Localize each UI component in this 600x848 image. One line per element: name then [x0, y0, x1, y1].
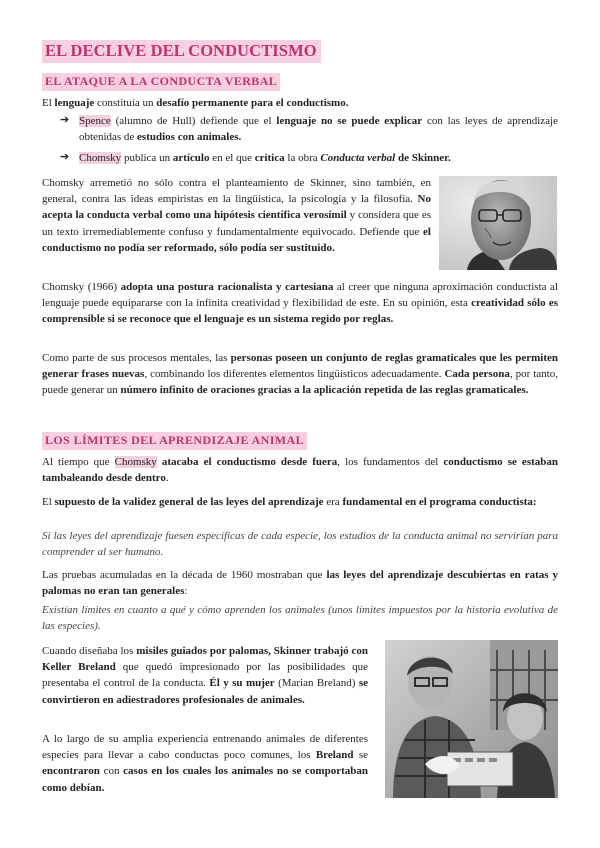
spence-name: Spence: [79, 115, 111, 127]
inside-outside-paragraph: [42, 454, 558, 486]
p3-text-0: Como parte de sus procesos mentales, las: [42, 352, 231, 364]
bullet-spence: [79, 113, 558, 145]
p3-text-1: personas poseen un conjunto de reglas gramaticales que les permiten generar frases nuevas: [42, 352, 558, 381]
bullet1-text-2: lenguaje no se puede explicar: [276, 115, 423, 127]
chomsky-highlight: Chomsky: [114, 456, 157, 468]
s2p2-text-3: fundamental en el programa conductista:: [342, 496, 537, 508]
bullet2-text-1: publica un: [121, 152, 173, 164]
bullet-arrow-icon: ➔: [60, 151, 70, 163]
s2p1-text-0: Al tiempo que: [42, 456, 115, 468]
chomsky-portrait-svg: [439, 176, 557, 270]
breland-couple-photo: [385, 640, 558, 798]
bullet2-text-7: de Skinner.: [395, 152, 451, 164]
intro-text-1: lenguaje: [54, 97, 95, 109]
supuesto-paragraph: [42, 494, 558, 510]
breland-couple-photo-svg: [385, 640, 558, 798]
p1-text-3: el conductismo no podía ser reformado, sólo podía ser sustituido.: [42, 225, 431, 254]
bullet-arrow-icon: ➔: [60, 114, 70, 126]
p3-text-3: Cada persona: [444, 368, 510, 381]
p3-text-4: , por tanto, puede generar un: [42, 368, 558, 397]
bullet2-text-3: en el que: [209, 152, 255, 164]
chomsky-1966-paragraph: [42, 279, 558, 328]
page-title: EL DECLIVE DEL CONDUCTISMO: [42, 40, 321, 63]
s2p5-text-2: se: [353, 749, 368, 762]
s2p1-text-5: conductismo se estaban tambaleando desde dentro: [42, 456, 558, 485]
bullet-chomsky: [79, 150, 558, 166]
chomsky-paragraph: [42, 175, 431, 256]
s2p2-text-0: El: [42, 496, 55, 508]
grammar-paragraph: [42, 350, 558, 399]
evidence-paragraph: [42, 567, 558, 599]
chomsky-portrait: [439, 176, 557, 270]
p2-text-3: creatividad sólo es comprensible si se reconoce que el lenguaje es un sistema regido por reglas.: [42, 297, 558, 326]
species-quote: Si las leyes del aprendizaje fuesen específicas de cada especie, los estudios de la conducta animal no servirían para comprender al ser humano.: [42, 530, 558, 559]
breland-paragraph: [42, 643, 368, 708]
bullet2-text-5: la obra: [284, 152, 321, 164]
s2p5-text-3: encontraron: [42, 765, 100, 778]
intro-paragraph: [42, 95, 562, 111]
s2p1-text-3: atacaba el conductismo desde fuera: [161, 456, 338, 468]
s2p4-text-1: misiles guiados por palomas, Skinner trabajó con Keller Breland: [42, 645, 368, 674]
p2-text-2: al creer que ninguna aproximación conductista al lenguaje puede equipararse con la infinita creatividad y flexibilidad de este. En su opinión, esta: [42, 281, 558, 310]
p1-text-1: No acepta la conducta verbal como una hipótesis científica verosímil: [42, 193, 431, 222]
s2p4-text-5: se convirtieron en adiestradores profesionales de animales.: [42, 677, 368, 706]
s2p3-text-1: las leyes del aprendizaje descubiertas en ratas y palomas no eran tan generales: [42, 569, 558, 598]
intro-text-2: constituía un: [94, 97, 157, 109]
s2p3-text-2: :: [184, 585, 188, 598]
s2p4-text-2: que quedó impresionado por las posibilidades que presentaba el control de la conducta.: [42, 661, 368, 690]
bullet1-text-3: con las leyes de aprendizaje obtenidas de: [79, 115, 558, 144]
bullet1-text-1: (alumno de Hull) defiende que el: [110, 115, 277, 127]
s2p2-text-2: era: [323, 496, 343, 508]
s2p4-text-0: Cuando diseñaba los: [42, 645, 137, 657]
s2p5-text-4: con: [99, 765, 124, 778]
limits-quote: Existían límites en cuanto a qué y cómo aprenden los animales (unos límites impuestos por la historia evolutiva de las especies).: [42, 604, 558, 633]
s2p3-text-0: Las pruebas acumuladas en la década de 1960 mostraban que: [42, 569, 327, 581]
s2p1-text-4: , los fundamentos del: [337, 456, 444, 468]
s2p4-text-4: (Marian Breland): [274, 677, 359, 690]
s2p5-text-5: casos en los cuales los animales no se comportaban como debían.: [42, 765, 368, 794]
bullet2-text-2: artículo: [172, 152, 210, 164]
breland-experience-paragraph: [42, 731, 368, 796]
s2p5-text-0: A lo largo de su amplia experiencia entrenando animales de diferentes especies para llevar a cabo conductas poco comunes, los: [42, 733, 368, 762]
section-heading-animal: LOS LÍMITES DEL APRENDIZAJE ANIMAL: [42, 432, 307, 450]
s2p4-text-3: Él y su mujer: [209, 677, 275, 690]
intro-text-0: El: [42, 97, 55, 109]
s2p2-text-1: supuesto de la validez general de las leyes del aprendizaje: [54, 496, 324, 508]
s2p5-text-1: Breland: [315, 749, 354, 762]
bullet2-text-6: Conducta verbal: [320, 152, 396, 164]
p1-text-0: Chomsky arremetió no sólo contra el planteamiento de Skinner, sino también, en general, contra las ideas empiristas en la lingüística, la psicología y la filosofía.: [42, 177, 431, 206]
section-heading-verbal: EL ATAQUE A LA CONDUCTA VERBAL: [42, 73, 280, 91]
bullet1-text-4: estudios con animales.: [137, 131, 242, 144]
p2-text-0: Chomsky (1966): [42, 281, 121, 293]
chomsky-name: Chomsky: [79, 152, 122, 164]
p3-text-5: número infinito de oraciones gracias a la aplicación repetida de las reglas gramaticales.: [120, 384, 529, 397]
p3-text-2: , combinando los diferentes elementos lingüísticos adecuadamente.: [144, 368, 445, 381]
intro-text-3: desafío permanente para el conductismo.: [156, 97, 349, 109]
bullet2-text-4: critica: [254, 152, 285, 164]
s2p1-text-6: .: [165, 472, 169, 485]
p1-text-2: y considera que es un texto irremediablemente confuso y fundamentalmente equivocado. Defiende que: [42, 209, 431, 238]
p2-text-1: adopta una postura racionalista y cartesiana: [120, 281, 334, 293]
